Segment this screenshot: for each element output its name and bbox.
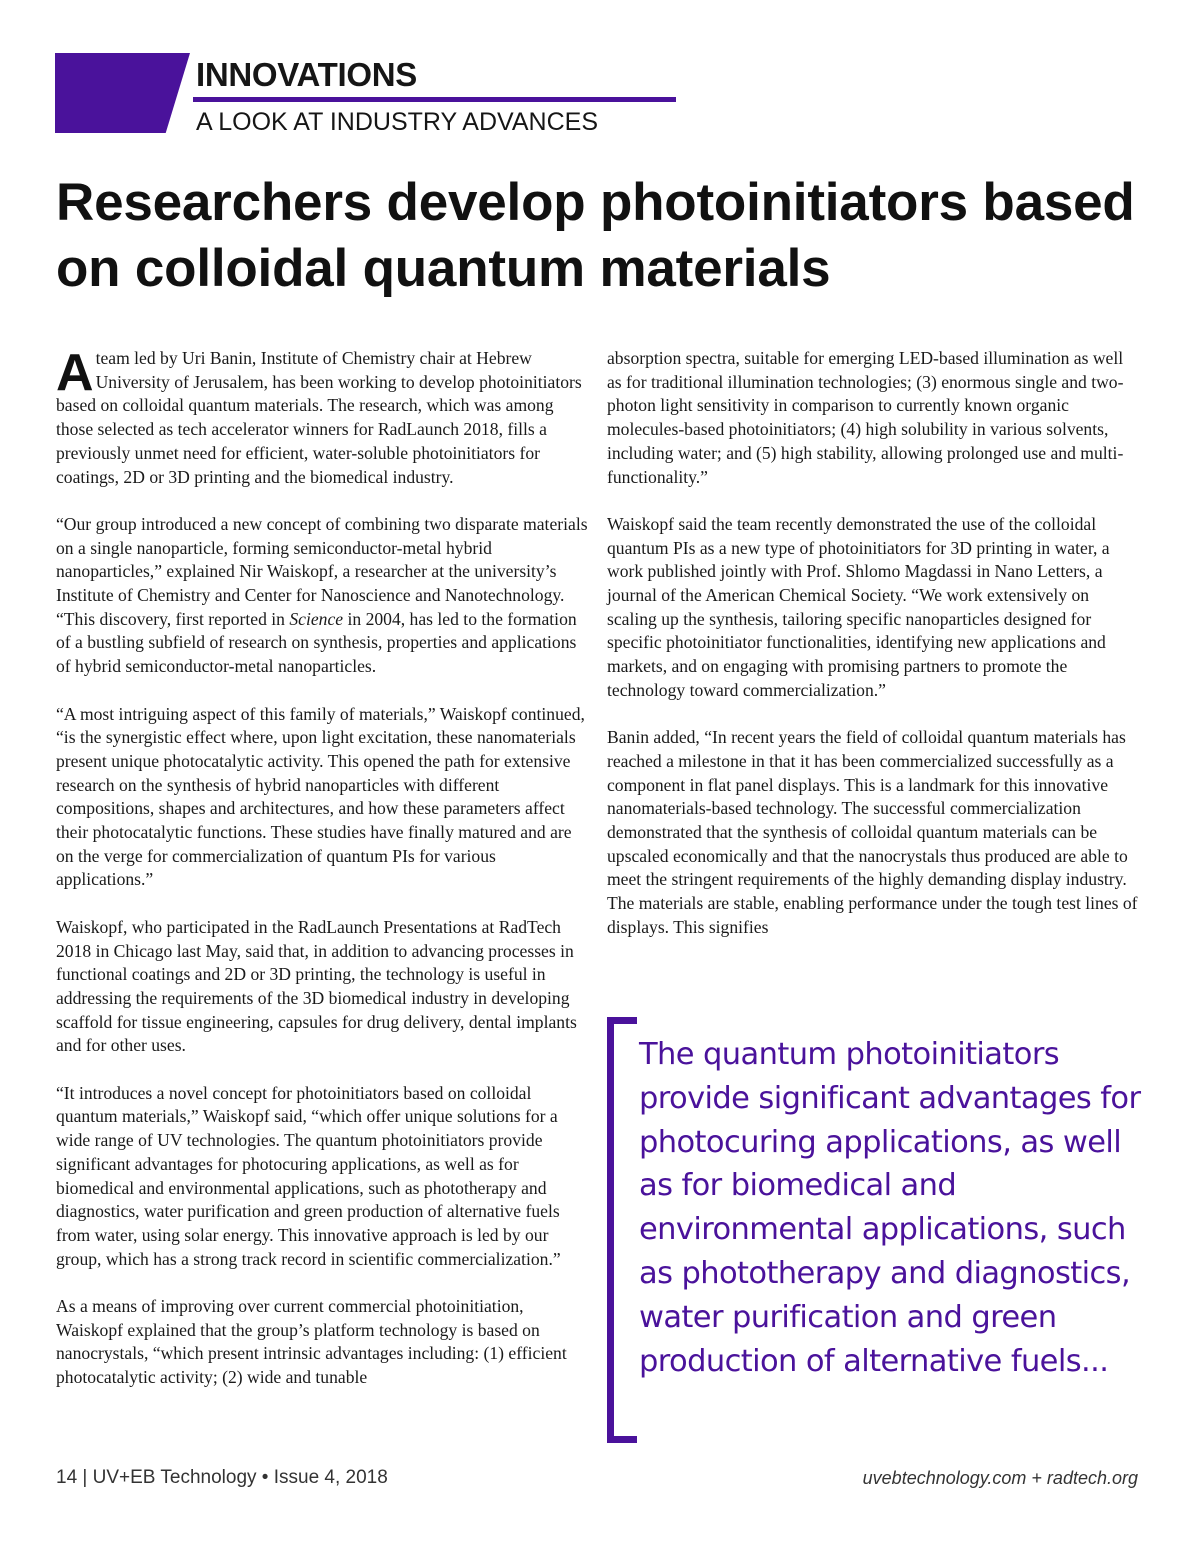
- pullquote-bracket: [607, 1017, 637, 1443]
- paragraph-intro-text: team led by Uri Banin, Institute of Chemistry chair at Hebrew University of Jerusalem, has been working to develop photoinitiators based on colloidal quantum materials. The research, which was among those selected as tech accelerator winners for RadLaunch 2018, fills a previously unmet need for efficient, water-soluble photoinitiators for coatings, 2D or 3D printing and the biomedical industry.: [56, 348, 582, 487]
- article-headline: Researchers develop photoinitiators based on colloidal quantum materials: [56, 173, 1135, 298]
- footer-page-info: 14 | UV+EB Technology • Issue 4, 2018: [56, 1467, 388, 1488]
- right-column: [607, 347, 1142, 963]
- paragraph: As a means of improving over current commercial photoinitiation, Waiskopf explained that the group’s platform technology is based on nanocrystals, “which present intrinsic advantages including: (1) efficient photocatalytic activity; (2) wide and tunable: [56, 1296, 567, 1388]
- paragraph: [56, 513, 588, 679]
- section-subtitle: A LOOK AT INDUSTRY ADVANCES: [196, 108, 598, 136]
- section-divider: [193, 97, 676, 102]
- pull-quote: The quantum photoinitiators provide significant advantages for photocuring applications, as well as for biomedical and environmental applications, such as phototherapy and diagnostics, water purification and green production of alternative fuels...: [639, 1037, 1141, 1379]
- section-title: INNOVATIONS: [196, 56, 417, 93]
- paragraph-text: in 2004, has led to the formation of a bustling subfield of research on synthesis, properties and applications of hybrid semiconductor-metal nanoparticles.: [56, 608, 577, 677]
- paragraph: Waiskopf, who participated in the RadLaunch Presentations at RadTech 2018 in Chicago last May, said that, in addition to advancing processes in functional coatings and 2D or 3D printing, the technology is useful in addressing the requirements of the 3D biomedical industry in developing scaffold for tissue engineering, capsules for drug delivery, dental implants and for other uses.: [56, 916, 577, 1056]
- footer-websites: uvebtechnology.com + radtech.org: [862, 1468, 1138, 1488]
- paragraph: “It introduces a novel concept for photoinitiators based on colloidal quantum materials,” Waiskopf said, “which offer unique solutions for a wide range of UV technologies. The quantum photoinitiators provide significant advantages for photocuring applications, as well as for biomedical and environmental applications, such as phototherapy and diagnostics, water purification and green production of alternative fuels from water, using solar energy. This innovative approach is led by our group, which has a strong track record in scientific commercialization.”: [56, 1082, 561, 1269]
- paragraph: Waiskopf said the team recently demonstrated the use of the colloidal quantum PIs as a new type of photoinitiators for 3D printing in water, a work published jointly with Prof. Shlomo Magdassi in Nano Letters, a journal of the American Chemical Society. “We work extensively on scaling up the synthesis, tailoring specific nanoparticles designed for specific photoinitiator functionalities, identifying new applications and markets, and on engaging with promising partners to promote the technology toward commercialization.”: [607, 513, 1110, 700]
- paragraph: “A most intriguing aspect of this family of materials,” Waiskopf continued, “is the synergistic effect where, upon light excitation, these nanomaterials present unique photocatalytic activity. This opened the path for extensive research on the synthesis of hybrid nanoparticles with different compositions, shapes and architectures, and how these parameters affect their photocatalytic functions. These studies have finally matured and are on the verge for commercialization of quantum PIs for various applications.”: [56, 703, 585, 890]
- paragraph: Banin added, “In recent years the field of colloidal quantum materials has reached a milestone in that it has been commercialized successfully as a component in flat panel displays. This is a landmark for this innovative nanomaterials-based technology. The successful commercialization demonstrated that the synthesis of colloidal quantum materials can be upscaled economically and that the nanocrystals thus produced are able to meet the stringent requirements of the highly demanding display industry. The materials are stable, enabling performance under the tough test lines of displays. This signifies: [607, 727, 1138, 937]
- section-color-block: [55, 53, 190, 133]
- paragraph-intro: [56, 344, 588, 489]
- left-column: [56, 344, 588, 1414]
- paragraph-text: “Our group introduced a new concept of combining two disparate materials on a single nanoparticle, forming semiconductor-metal hybrid nanoparticles,” explained Nir Waiskopf, a researcher at the university’s Institute of Chemistry and Center for Nanoscience and Nanotechnology. “This discovery, first reported in: [56, 513, 588, 629]
- drop-cap: A: [56, 344, 94, 402]
- paragraph: absorption spectra, suitable for emerging LED-based illumination as well as for traditional illumination technologies; (3) enormous single and two-photon light sensitivity in comparison to currently known organic molecules-based photoinitiators; (4) high solubility in various solvents, including water; and (5) high stability, allowing prolonged use and multi-functionality.”: [607, 348, 1124, 487]
- journal-name: Science: [289, 608, 344, 629]
